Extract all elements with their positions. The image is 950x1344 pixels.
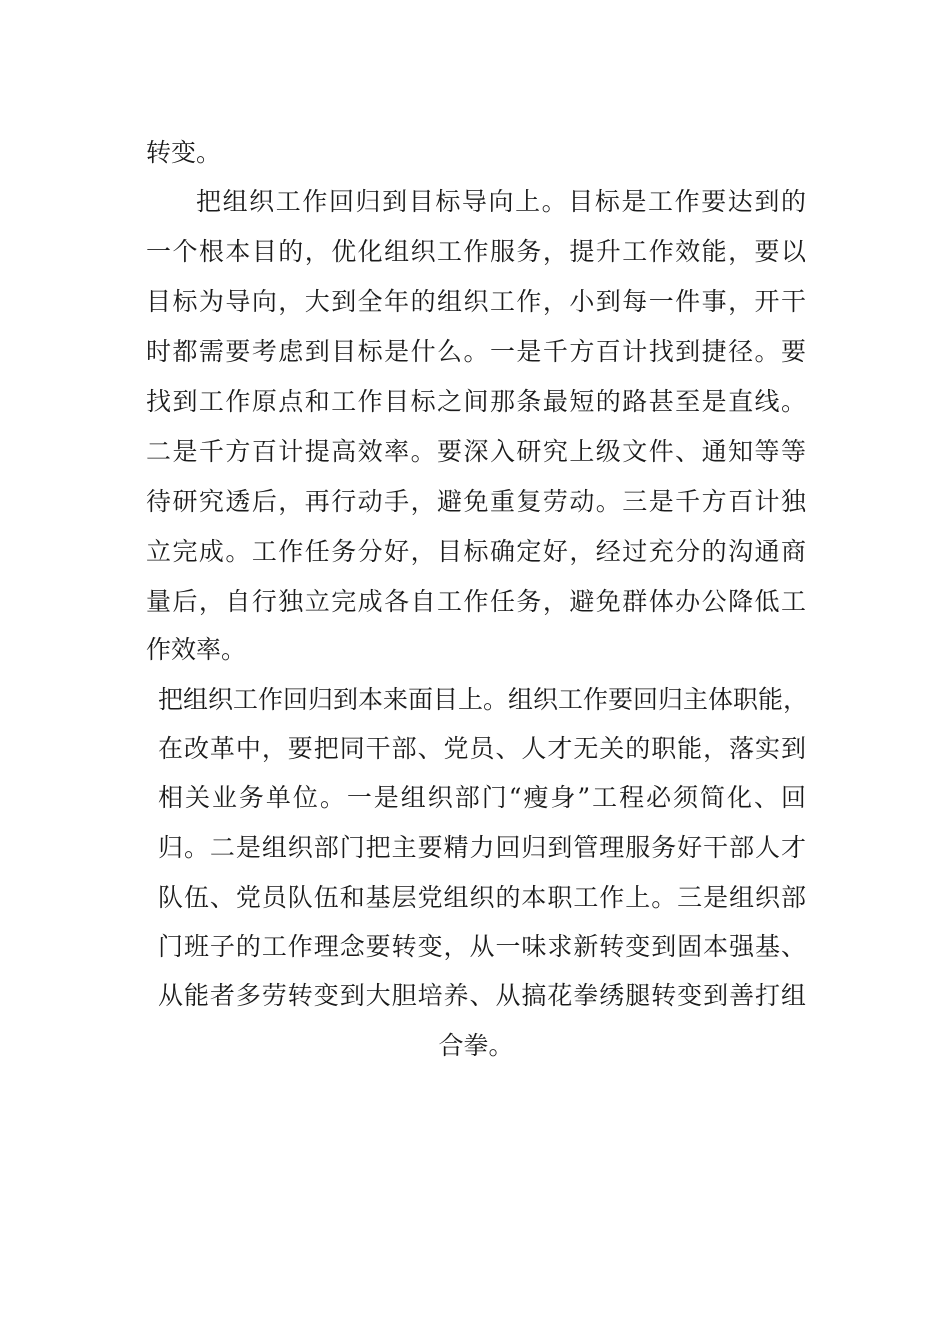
paragraph-one-line: 时都需要考虑到目标是什么。一是千方百计找到捷径。要 (146, 337, 806, 366)
paragraph-two-line: 合拳。 (438, 1031, 514, 1060)
paragraph-one-line: 一个根本目的，优化组织工作服务，提升工作效能，要以 (146, 237, 806, 266)
paragraph-two-line: 把组织工作回归到本来面目上。组织工作要回归主体职能， (158, 685, 809, 714)
paragraph-one-line: 立完成。工作任务分好，目标确定好，经过充分的沟通商 (146, 537, 806, 566)
paragraph-one-line: 目标为导向，大到全年的组织工作，小到每一件事，开干 (146, 287, 806, 316)
paragraph-one-line: 待研究透后，再行动手，避免重复劳动。三是千方百计独 (146, 487, 806, 516)
paragraph-two-line: 门班子的工作理念要转变，从一味求新转变到固本强基、 (158, 932, 806, 961)
intro-line: 转变。 (146, 138, 222, 167)
paragraph-one-line: 量后，自行独立完成各自工作任务，避免群体办公降低工 (146, 587, 806, 616)
paragraph-two-line: 归。二是组织部门把主要精力回归到管理服务好干部人才 (158, 833, 806, 862)
paragraph-two-line: 在改革中，要把同干部、党员、人才无关的职能，落实到 (158, 734, 806, 763)
paragraph-one-line: 二是千方百计提高效率。要深入研究上级文件、通知等等 (146, 437, 806, 466)
paragraph-one-line: 找到工作原点和工作目标之间那条最短的路甚至是直线。 (146, 387, 806, 416)
paragraph-two-line: 队伍、党员队伍和基层党组织的本职工作上。三是组织部 (158, 883, 806, 912)
paragraph-one-line: 把组织工作回归到目标导向上。目标是工作要达到的 (196, 187, 806, 216)
paragraph-two-line: 相关业务单位。一是组织部门“瘦身”工程必须简化、回 (158, 783, 806, 812)
paragraph-one-line: 作效率。 (146, 635, 247, 664)
paragraph-two-line: 从能者多劳转变到大胆培养、从搞花拳绣腿转变到善打组 (158, 981, 806, 1010)
